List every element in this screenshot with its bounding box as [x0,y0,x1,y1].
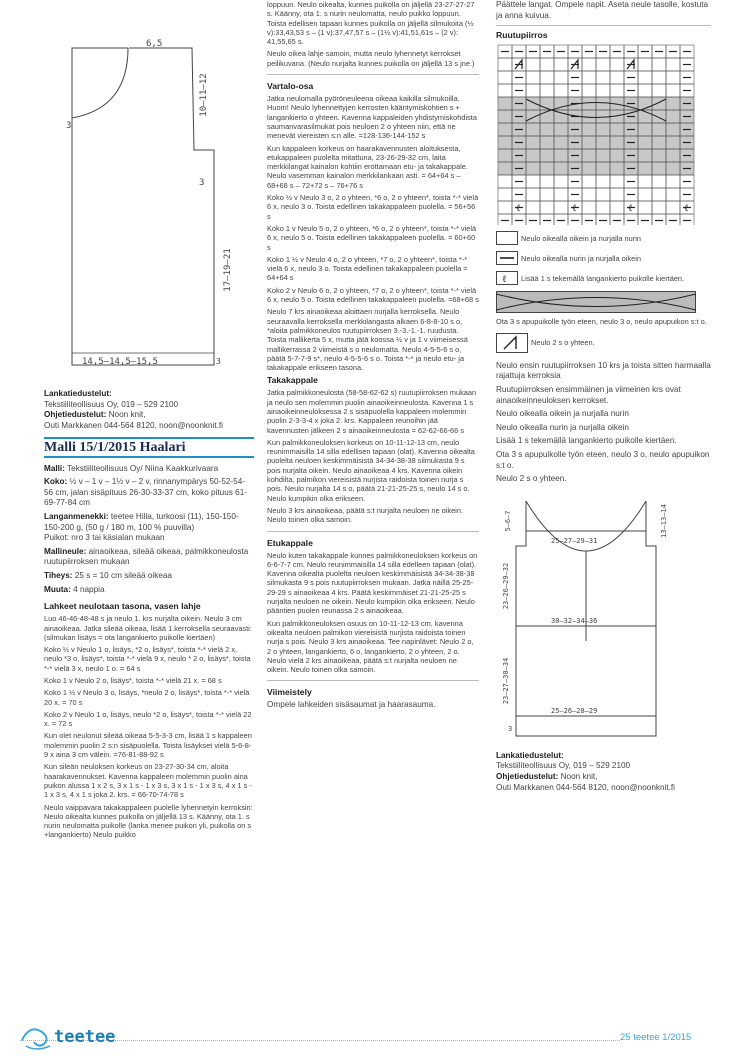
chart-cell [666,188,680,201]
chart-cell [596,58,610,71]
legend-item [496,291,711,327]
knit-square-icon [496,231,518,245]
chart-cell [526,71,540,84]
paragraph: Koko 1 v Neulo 5 o, 2 o yhteen, *6 o, 2 o yhteen*, toista *-* vielä 6 x, neulo 5 o. Toista edellinen takakappaleen puolella. = 60+60 s [267,223,477,252]
chart-cell [526,175,540,188]
paragraph: Jatka palmikkoneulosta (58-58-62-62 s) ruutupiirroksen mukaan ja neulo sen molemmin puolin ainaoikeinneulosta. Kavenna 1 s ainaoikeinneuloksessa 2 s sisäpuolella kappaleen molemmin puolin 2-3-3-4 x joka 2. krs. Kappaleen reunoihin jää kavennusten jälkeen 2 s ainaoikeinneulosta = 62-62-66-66 s [267,388,477,435]
chart-cell [666,214,680,225]
chart-cell [666,58,680,71]
credits-block [496,751,711,793]
chart-cell [610,201,624,214]
paragraph: Koko 2 v Neulo 6 o, 2 o yhteen, *7 o, 2 o yhteen*, toista *-* vielä 6 x, neulo 5 o. Toista edellinen takakappaleen puolella. =68+68 s [267,285,479,305]
credits-line: Outi Markkanen 044-564 8120, noon@noonknit.fi [44,420,224,430]
neck-right-measure: 13–13–14 [660,503,668,538]
chart-cell [638,188,652,201]
leg-schematic [44,0,254,385]
chart-notes [496,361,711,485]
issue-label: teetee 1/2015 [633,1032,692,1043]
left-edge-measure: 3 [66,121,72,131]
chart-cell [568,214,582,225]
chart-cell [652,188,666,201]
section-heading: Etukappale [267,537,313,548]
spec-value: 25 s = 10 cm sileää oikeaa [74,571,172,581]
chest-height-measure: 23–26–29–32 [502,562,510,609]
spec-label: Koko: [44,477,68,487]
column-left [44,0,254,843]
chart-cell [512,214,526,225]
divider [267,74,479,75]
chart-cell [498,71,512,84]
credits-line: Tekstiiliteollisuus Oy, 019 – 529 2100 [496,761,631,771]
credits-value: Noon knit, [108,410,146,420]
spec-value: Puikot: nro 3 tai käsialan mukaan [44,533,165,543]
chart-cell [526,188,540,201]
logo-text: teetee [54,1027,116,1047]
legend-item [496,251,711,265]
leg-height-measure: 17–19–21 [223,248,233,292]
paragraph: Kun palmikkoneuloksen osuus on 10-11-12-13 cm, kavenna oikealta neuloen palmikon viereisistä nurjista raidoista toinen nurja s pois. Neulo 3 krs ainaoikeaa. Tee napinlävet: Neulo 2 o, 2 o yhteen, langankierto, 6 o, langankierto, 2 o yhteen, 2 o. Neulo vielä 2 krs ainaoikeaa, päätä s:t nurjalta neuloen ne oikein. Neulo toinen olka samoin. [267,618,474,675]
paragraph: Kun kappaleen korkeus on haarakavennusten aloituksesta, etukappaleen puolelta mitattuna, 23-26-29-32 cm, laita merkkilangat kainalon kohtiin erottamaan etu- ja takakappale. Neulo vasemman kainalon merkkilankaan asti. = 64+64 s –68+68 s – 72+72 s – 76+76 s [267,143,468,190]
paragraph: Koko 1 ½ v Neulo 4 o, 2 o yhteen, *7 o, 2 o yhteen*, toista *-* vielä 6 x, neulo 3 o. Toista edellinen takakappaleen puolella = 64+64 s [267,254,468,283]
spec-value: Tekstiiliteollisuus Oy/ Niina Kaakkurivaara [67,463,219,473]
chart-cell [526,58,540,71]
bottom-edge-measure: 3 [216,357,221,366]
paragraph: Neulo 3 krs ainaoikeaa, päätä s:t nurjalta neuloen ne oikein. Neulo toinen olka samoin. [267,505,463,525]
chart-cell [540,175,554,188]
chart-cell [554,201,568,214]
note: Lisää 1 s tekemällä langankierto puikolle kiertäen. [496,436,677,446]
chart-cell [582,84,596,97]
chart-cell [666,201,680,214]
page-number: 25 [620,1032,631,1043]
paragraph: Neulo 7 krs ainaoikeaa aloittaen nurjalla kerroksella. Neulo seuraavalla kerroksella merkkilangasta alkaen 6-8-8-10 s o, *aloita palmikkoneulos ruutupiirroksen 3.-3.-1.-1. ruudusta. Toista mallikerta 5 x, mutta jätä koossa ½ v ja 1 v viimeisessä mallikerrassa 2 viimeistä s o neulomatta. Neulo 4-5-5-6 s o, päätä 5-7-7-9 s*, neulo 4-5-5-6 s o. Toista *-* ja neulo etu- ja takakappale erikseen tasona. [267,307,468,373]
paragraph: loppuun. Neulo oikealta, kunnes puikolla on jäljellä 23-27-27-27 s. Käänny, ota 1. s nurin neulomatta, neulo puikko loppuun. Toista edellisen tapaan kunnes puikolla on jäljellä silmukoita (½ v):33,43,53 s – (1 v):37,47,57 s – (1½ v):41,51,61s – (2 v): 41,55,65 s. [267,0,475,47]
chart-cell [596,188,610,201]
paragraph: Koko 1 ½ v Neulo 3 o, lisäys, *neulo 2 o, lisäys*, toista *-* vielä 20 x. = 70 s [44,688,250,707]
chart-cell [666,84,680,97]
armhole-step-measure: 3 [199,178,205,188]
chart-cell [596,214,610,225]
page-footer [620,1032,691,1043]
chart-cell [652,214,666,225]
chart-cell [540,71,554,84]
legend-text: Neulo 2 s o yhteen. [531,338,595,348]
chart-cell [610,58,624,71]
section-heading: Lahkeet neulotaan tasona, vasen lahje [44,601,201,612]
spec-label: Langanmenekki: [44,512,109,522]
neck-left-measure: 5–6–7 [504,510,512,532]
knitting-chart [496,43,696,225]
chart-cell [680,214,694,225]
increase-mark: ℓ [628,203,633,215]
chart-cell [666,71,680,84]
spec-value: teetee Hilla, turkoosi (11), 150-150-150-200 g, (50 g / 180 m, 100 % puuvilla) [44,512,239,532]
increase-mark: ℓ [684,203,689,215]
chart-cell [624,214,638,225]
chart-cell [596,175,610,188]
paragraph: Luo 46-46-48-48 s ja neulo 1. krs nurjalta oikein. Neulo 3 cm ainaoikeaa. Jatka sileää oikeaa, lisää 1.kerroksella seuraavasti: (silmukan lisäys = ota langankierto puikolle kiertäen) [44,614,252,642]
legs-section [44,601,254,840]
paragraph: Päättele langat. Ompele napit. Aseta neule tasolle, kostuta ja anna kuivua. [496,0,709,20]
k2tog-icon [496,333,528,353]
legend-item [496,333,711,353]
chart-cell [526,201,540,214]
note: Ruutupiirroksen ensimmäinen ja viimeinen krs ovat ainaoikeinneuloksen kerrokset. [496,384,681,405]
chart-cell [610,214,624,225]
legend-text: Neulo oikealla oikein ja nurjalla nurin [521,233,641,243]
section-heading: Takakappale [267,375,318,386]
chart-cell [582,71,596,84]
legend-item [496,231,711,245]
spec-label: Mallineule: [44,546,87,556]
bottom-width-measure: 25–26–28–29 [551,706,598,715]
column-right [496,0,711,793]
chart-cell [638,201,652,214]
chart-heading: Ruutupiirros [496,30,548,41]
chart-cell [498,84,512,97]
credits-heading: Lankatiedustelut: [44,389,112,398]
legend-text: Neulo oikealla nurin ja nurjalla oikein [521,253,641,263]
credits-block [44,389,254,431]
divider [267,680,479,681]
chart-cell [652,84,666,97]
paragraph: Kun palmikkoneuloksen korkeus on 10-11-12-13 cm, neulo reunimmaisilla 14 silla edellisen tapaan (olat). Kavenna oikealta puolelta neuloen keskimmäisistä 34-34-38-38 silmukasta 9 s pois nurjalta oikein. Neulo ainaoikeaa 4 krs. Kavenna oikein kohdilta, palmikon viereisistä nurjista raidoista toinen nurja s pois. Neulo nurjalta 14 s o, päätä 21-21-25-25 s, neulo 14 s o. Neulo kumpikin olka erikseen. [267,437,475,503]
chart-cell [540,201,554,214]
spec-label: Malli: [44,463,65,473]
chart-cell [582,188,596,201]
mid-width-measure: 30–32–34–36 [551,616,598,625]
neck-measure: 6,5 [146,39,163,49]
legend-item [496,271,711,285]
credits-heading: Lankatiedustelut: [496,750,564,760]
specs-block [44,464,254,596]
side-height-measure: 10–11–12 [199,73,209,117]
section-heading: Vartalo-osa [267,81,314,92]
chart-cell [638,175,652,188]
paragraph: Koko 1 v Neulo 2 o, lisäys*, toista *-* vielä 21 x. = 68 s [44,675,222,685]
paragraph: Kun olet neulonut sileää oikeaa 5-5-3-3 cm, lisää 1 s kappaleen molemmin puolin 2 s:n sisäpuolella. Toista lisäykset vielä 5-6-8-9 x aina 3 cm välein. =76-81-88-92 s [44,731,252,760]
chart-cell [582,201,596,214]
chart-cell [554,84,568,97]
chart-cell [652,175,666,188]
note: Neulo oikealla nurin ja nurjalla oikein [496,422,629,432]
paragraph: Ompele lahkeiden sisäsaumat ja haarasauma. [267,700,436,710]
bottom-edge-measure: 3 [508,724,513,733]
chart-cell [652,201,666,214]
chart-cell [582,214,596,225]
chart-cell [610,71,624,84]
paragraph: Neulo oikea lahje samoin, mutta neulo lyhennetyt kerrokset peilikuvana. (Neulo nurjalta kunnes puikolla on jäljellä 13 s jne.) [267,49,475,68]
note: Ota 3 s apupuikolle työn eteen, neulo 3 o, neulo apupuikon s:t o. [496,449,710,470]
paragraph: Jatka neulomalla pyöröneuleena oikeaa kaikilla silmukoilla. Huom! Neulo lyhennettyjen kerrosten kääntymiskohtien s + langankierto o yhteen. Kavenna kappaleiden yhdistymiskohdista saumanvarasilmukat pois neuloen 2 o yhteen niin, että ne menevät viereisten s:n alle. =128-136-144-152 s [267,94,477,141]
divider [496,25,711,26]
chart-cell [540,188,554,201]
credits-value: Noon knit, [560,771,598,781]
logo-swirl-icon [20,1018,130,1052]
chart-cell [554,175,568,188]
chart-cell [554,71,568,84]
chart-cell [554,188,568,201]
paragraph: Koko ½ v Neulo 3 o, 2 o yhteen, *6 o, 2 o yhteen*, toista *-* vielä 6 x, neulo 3 o. Toista edellinen takakappaleen puolella. = 56+56 s [267,193,479,221]
credits-line: Outi Markkanen 044-564 8120, noon@noonknit.fi [496,782,676,792]
spec-value: ainaoikeaa, sileää oikeaa, palmikkoneulosta ruutupiirroksen mukaan [44,546,249,567]
legend-text: Ota 3 s apupuikolle työn eteen, neulo 3 o, neulo apupuikon s:t o. [496,317,707,327]
section-heading: Viimeistely [267,687,312,698]
credits-heading: Ohjetiedustelut: [496,771,559,781]
body-schematic [496,491,711,751]
chart-cell [582,175,596,188]
chart-cell [638,214,652,225]
chart-cell [526,84,540,97]
spec-value: 4 nappia [73,584,105,594]
chart-cell [498,58,512,71]
divider [267,531,479,532]
chart-cell [610,84,624,97]
pattern-title: Malli 15/1/2015 Haalari [44,437,254,457]
chart-cell [540,84,554,97]
teetee-logo [20,1018,130,1052]
credits-line: Tekstiiliteollisuus Oy, 019 – 529 2100 [44,399,179,409]
increase-mark: ℓ [516,203,521,215]
increase-mark: ℓ [572,203,577,215]
chart-cell [596,71,610,84]
svg-text:ℓ: ℓ [502,274,507,286]
shoulder-width-measure: 25–27–29–31 [551,536,598,545]
chart-cell [526,214,540,225]
note: Neulo oikealla oikein ja nurjalla nurin [496,409,629,419]
legend-text: Lisää 1 s tekemällä langankierto puikolle kiertäen. [521,273,685,283]
chart-cell [666,175,680,188]
column-middle [267,0,479,714]
cable-cross-icon [496,291,696,313]
bottom-width-measure: 14,5–14,5–15,5 [82,357,158,367]
paragraph: Neulo vaippavara takakappaleen puolelle lyhennetyin kerroksin: Neulo oikealta kunnes puikolla on jäljellä 13 s. Käänny, ota 1. s nurin neulomatta puikolle (lanka menee puikon yli, puikolla on s +langankierto) Neulo puikko [44,802,253,840]
chart-cell [554,58,568,71]
paragraph: Koko 2 v Neulo 1 o, lisäys, neulo *2 o, lisäys*, toista *-* vielä 22 x. = 72 s [44,709,252,729]
chart-cell [596,201,610,214]
chart-cell [596,84,610,97]
paragraph: Koko ½ v Neulo 1 o, lisäys, *2 o, lisäys*, toista *-* vielä 2 x, neulo *3 o, lisäys*, toista *-* vielä 9 x, neulo * 2 o, lisäys*, toista *-* vielä 3 x, neulo 1 o. = 64 s [44,645,251,673]
spec-value: ½ v – 1 v – 1½ v – 2 v, rinnanympärys 50-52-54-56 cm, jalan sisäpituus 26-30-33-37 cm, koko pituus 61-69-77-84 cm [44,477,247,508]
note: Neulo 2 s o yhteen. [496,474,567,484]
chart-cell [610,188,624,201]
chart-cell [540,214,554,225]
twisted-increase-icon [496,271,518,285]
leg-height-measure: 23–27–30–34 [502,657,510,704]
chart-cell [652,71,666,84]
paragraph: Neulo kuten takakappale kunnes palmikkoneuloksen korkeus on 6-6-7-7 cm. Neulo reunimmaisilla 14 silla edelleen tapaan (olat). Kavenna oikealta puolelta neuloen keskimmäisistä 34-34-38-38 silmukasta 9 s pois ruutupiirroksen mukaan. Jatka näillä 25-25-29-29 s ainaoikeaa 4 krs. Päätä keskimmäiset 21-21-25-25 s nurjalta neuloen ne oikein. Neulo kumpikin olka erikseen. Neulo pääntien puolen reunassa 2 s ainaoikeaa. [267,550,478,616]
chart-cell [540,58,554,71]
chart-cell [638,58,652,71]
chart-cell [610,175,624,188]
chart-cell [498,201,512,214]
paragraph: Kun sileän neuloksen korkeus on 23-27-30-34 cm, aloita haarakavennukset. Kavenna kappaleen molemmin puolin aina puikon alussa 1 x 2 s, 3 x 1 s - 1 x 3 s, 3 x 1 s - 1 x 3 s, 4 x 1 s - 1 x 3 s, 4 x 1 s joka 2. krs. = 66-70-74-78 s [44,762,252,800]
chart-cell [582,58,596,71]
spec-label: Muuta: [44,584,71,594]
chart-cell [638,84,652,97]
purl-square-icon [496,251,518,265]
chart-cell [498,214,512,225]
chart-cell [638,71,652,84]
chart-cell [498,188,512,201]
chart-cell [652,58,666,71]
note: Neulo ensin ruutupiirroksen 10 krs ja toista sitten harmaalla rajattuja kerroksia [496,360,711,381]
chart-cell [498,175,512,188]
credits-heading: Ohjetiedustelut: [44,410,107,420]
chart-cell [554,214,568,225]
spec-label: Tiheys: [44,571,73,581]
